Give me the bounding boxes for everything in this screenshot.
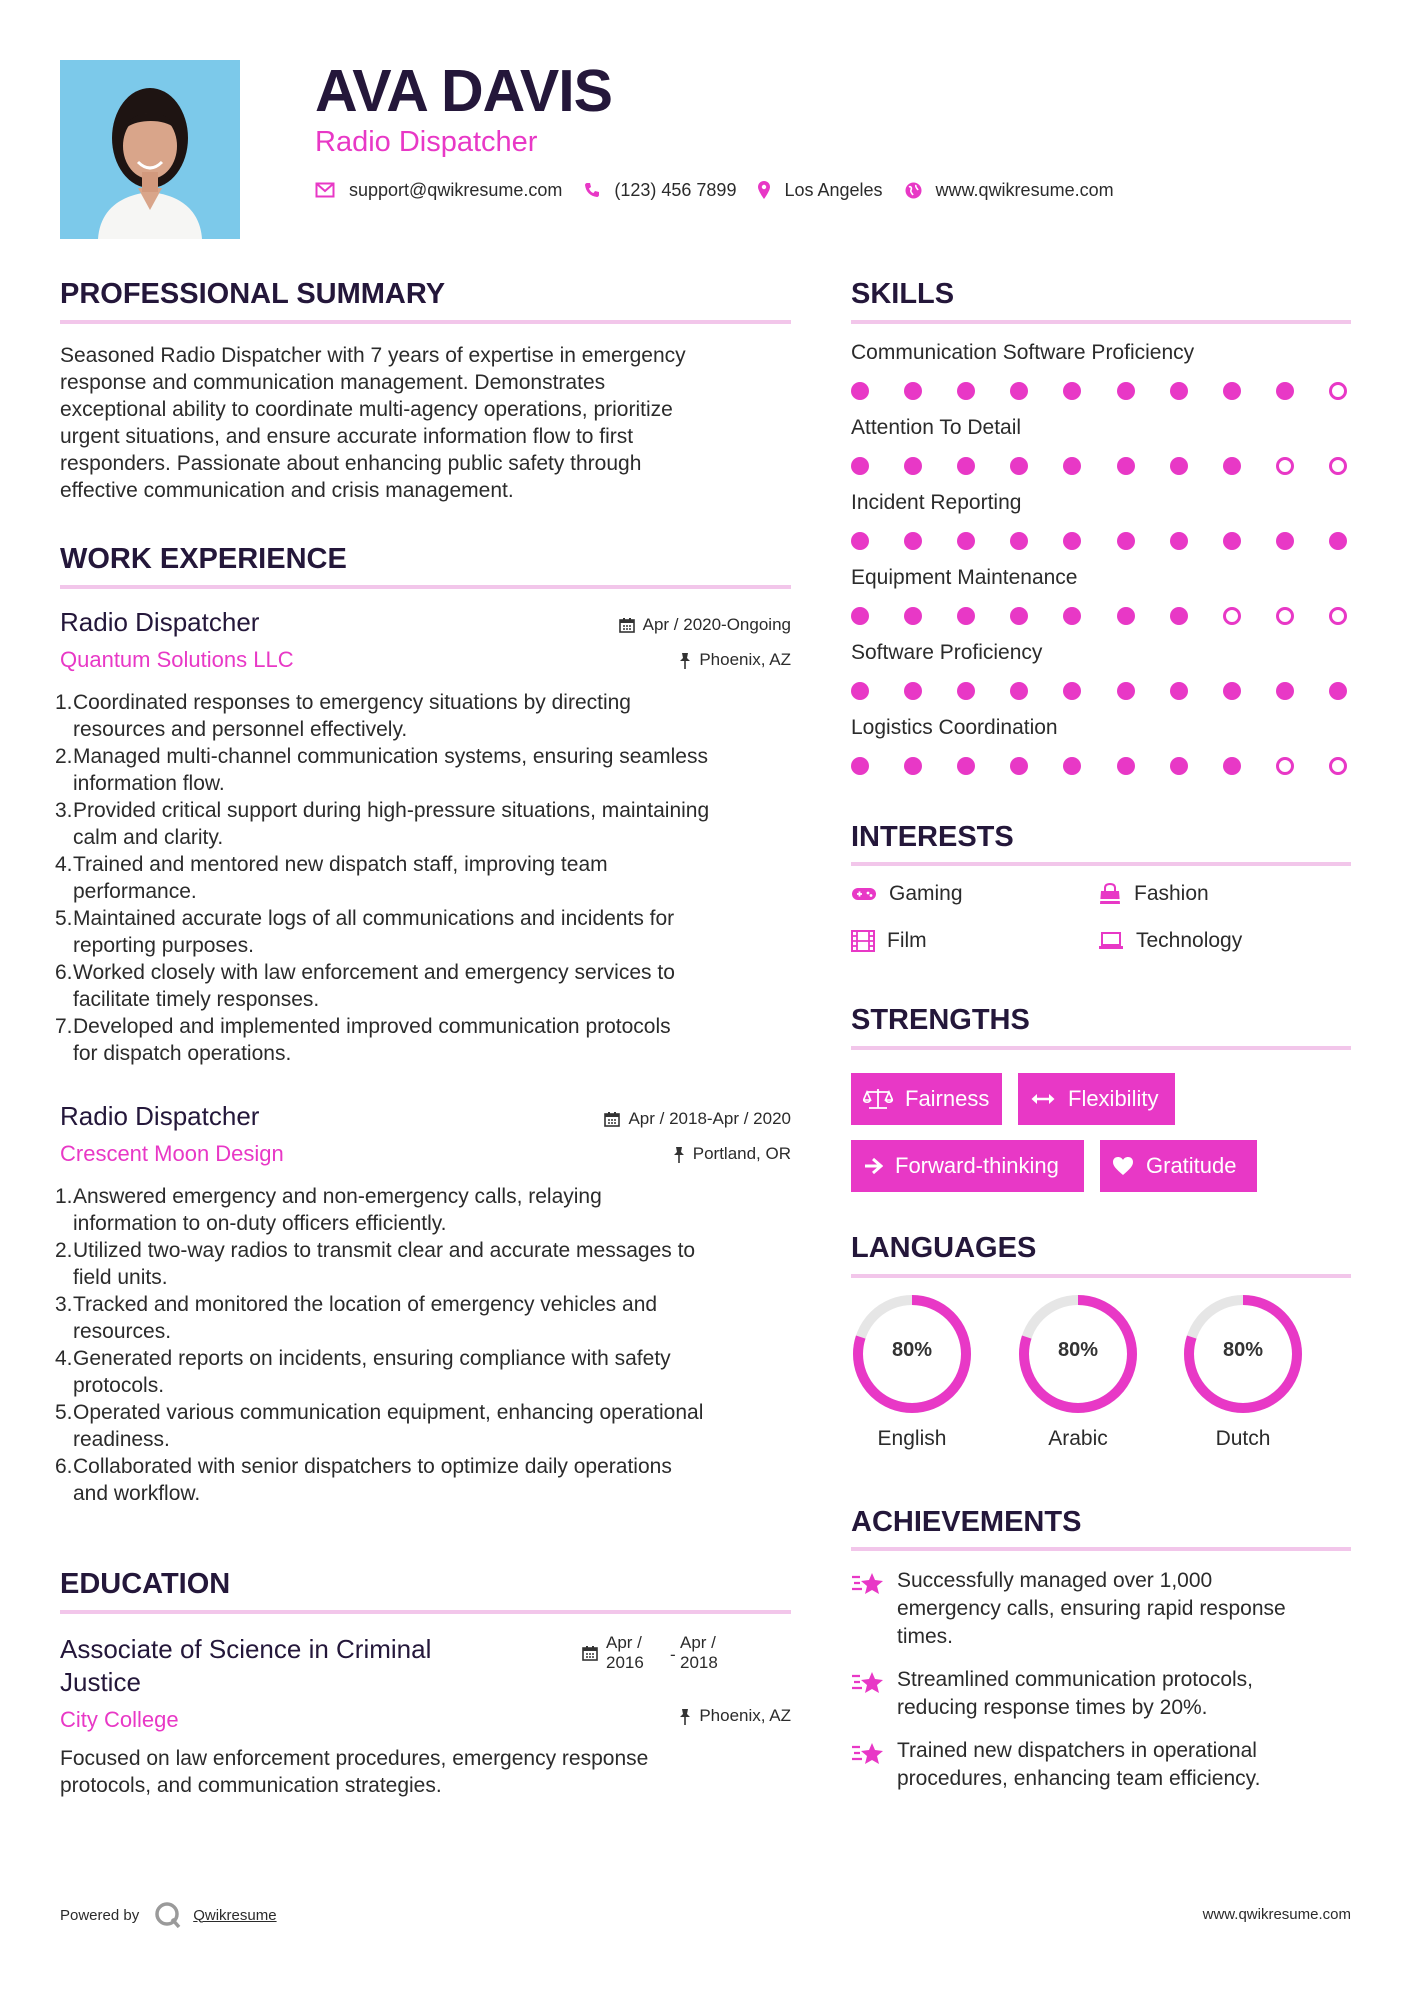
rating-dot-filled (851, 382, 869, 400)
degree-line: Associate of Science in Criminal (60, 1634, 432, 1664)
rating-dot-empty (1276, 757, 1294, 775)
achievement-line: Trained new dispatchers in operational (897, 1739, 1257, 1762)
item-line: information to on-duty officers efficiently. (73, 1212, 447, 1235)
film-icon (851, 930, 875, 952)
list-item (55, 1183, 805, 1237)
globe-icon (905, 182, 922, 199)
description-line: Focused on law enforcement procedures, emergency response (60, 1747, 649, 1770)
language-name: English (877, 1427, 947, 1450)
rating-dot-filled (904, 682, 922, 700)
education-dates (582, 1633, 718, 1673)
strength-label: Gratitude (1146, 1153, 1237, 1178)
item-line: calm and clarity. (73, 826, 224, 849)
strength-tag-gratitude (1100, 1140, 1257, 1192)
achievements-heading: ACHIEVEMENTS (851, 1506, 1082, 1538)
rating-dot-filled (1329, 532, 1347, 550)
achievement-text (897, 1666, 1253, 1722)
profile-photo (60, 60, 240, 239)
calendar-icon (604, 1111, 620, 1127)
experience-heading: WORK EXPERIENCE (60, 543, 347, 575)
rating-dot-filled (851, 607, 869, 625)
candidate-role: Radio Dispatcher (315, 126, 538, 158)
summary-line: effective communication and crisis management. (60, 479, 514, 502)
item-line: Managed multi-channel communication systems, ensuring seamless (73, 745, 708, 768)
skills-divider (851, 320, 1351, 324)
item-number: 5. (55, 1401, 73, 1424)
item-text (73, 1183, 602, 1237)
skill-name: Logistics Coordination (851, 716, 1058, 739)
rating-dot-empty (1276, 607, 1294, 625)
interest-label: Fashion (1134, 882, 1209, 905)
rating-dot-filled (1276, 532, 1294, 550)
rating-dot-filled (957, 757, 975, 775)
job-title: Radio Dispatcher (60, 607, 260, 637)
language-name: Dutch (1215, 1427, 1271, 1450)
list-item (55, 1453, 805, 1507)
item-line: facilitate timely responses. (73, 988, 320, 1011)
language-item (1182, 1293, 1304, 1450)
language-name: Arabic (1048, 1427, 1108, 1450)
item-line: Tracked and monitored the location of emergency vehicles and (73, 1293, 658, 1316)
rating-dot-filled (1223, 457, 1241, 475)
strength-label: Forward-thinking (895, 1153, 1059, 1178)
rating-dot-filled (904, 382, 922, 400)
item-text (73, 1291, 657, 1345)
achievement-line: procedures, enhancing team efficiency. (897, 1767, 1261, 1790)
education-divider (60, 1610, 791, 1614)
item-text (73, 1237, 695, 1291)
item-line: information flow. (73, 772, 225, 795)
rating-dot-filled (851, 532, 869, 550)
rating-dot-filled (957, 532, 975, 550)
item-line: protocols. (73, 1374, 165, 1397)
list-item (55, 1013, 805, 1067)
rating-dot-empty (1329, 457, 1347, 475)
rating-dot-filled (1276, 382, 1294, 400)
job-dates (491, 615, 791, 635)
date-line: 2018 (680, 1653, 718, 1672)
item-line: Trained and mentored new dispatch staff, improving team (73, 853, 608, 876)
strengths-divider (851, 1046, 1351, 1050)
languages-divider (851, 1274, 1351, 1278)
rating-dot-empty (1223, 607, 1241, 625)
rating-dot-filled (1223, 682, 1241, 700)
skill-rating (851, 682, 1351, 702)
item-text (73, 1345, 671, 1399)
arrow-right-icon (863, 1157, 883, 1175)
summary-line: response and communication management. Demonstrates (60, 371, 606, 394)
item-line: Provided critical support during high-pressure situations, maintaining (73, 799, 710, 822)
item-line: and workflow. (73, 1482, 201, 1505)
item-number: 3. (55, 799, 73, 822)
languages-heading: LANGUAGES (851, 1232, 1037, 1264)
skill-rating (851, 382, 1351, 402)
school-name: City College (60, 1707, 179, 1732)
skill-name: Equipment Maintenance (851, 566, 1078, 589)
rating-dot-filled (851, 457, 869, 475)
balance-scale-icon (863, 1088, 893, 1110)
strength-label: Flexibility (1068, 1086, 1159, 1111)
item-number: 6. (55, 961, 73, 984)
contact-bar (315, 176, 1136, 204)
item-text (73, 959, 675, 1013)
rating-dot-filled (1117, 682, 1135, 700)
item-number: 3. (55, 1293, 73, 1316)
item-number: 5. (55, 907, 73, 930)
rating-dot-filled (1117, 382, 1135, 400)
item-line: Generated reports on incidents, ensuring compliance with safety (73, 1347, 671, 1370)
item-number: 4. (55, 1347, 73, 1370)
item-text (73, 1399, 703, 1453)
education-description (60, 1745, 800, 1799)
job-company: Quantum Solutions LLC (60, 647, 294, 672)
location-text: Phoenix, AZ (699, 1706, 791, 1725)
summary-heading: PROFESSIONAL SUMMARY (60, 278, 446, 310)
calendar-icon (582, 1645, 598, 1661)
rating-dot-filled (904, 607, 922, 625)
item-number: 2. (55, 1239, 73, 1262)
list-item (55, 743, 805, 797)
summary-text (60, 342, 800, 504)
laptop-icon (1098, 932, 1124, 950)
location-text: Los Angeles (784, 179, 883, 200)
strengths-heading: STRENGTHS (851, 1004, 1030, 1036)
language-item (851, 1293, 973, 1450)
dates-text: Apr / 2020-Ongoing (642, 615, 791, 634)
footer-url[interactable]: www.qwikresume.com (1202, 1906, 1351, 1923)
rating-dot-filled (1170, 757, 1188, 775)
contact-phone[interactable] (584, 180, 736, 201)
skill-rating (851, 607, 1351, 627)
list-item (55, 1399, 805, 1453)
location-text: Portland, OR (692, 1144, 791, 1163)
strength-tag-flexibility (1018, 1073, 1175, 1125)
date-line: 2016 (606, 1653, 644, 1672)
achievement-item (851, 1737, 1351, 1793)
item-line: Answered emergency and non-emergency calls, relaying (73, 1185, 602, 1208)
rating-dot-filled (1063, 607, 1081, 625)
list-item (55, 1237, 805, 1291)
item-line: Utilized two-way radios to transmit clear and accurate messages to (73, 1239, 696, 1262)
item-line: Collaborated with senior dispatchers to optimize daily operations (73, 1455, 672, 1478)
item-text (73, 797, 709, 851)
item-line: Coordinated responses to emergency situations by directing (73, 691, 631, 714)
pushpin-icon (673, 1146, 685, 1163)
skill-name: Attention To Detail (851, 416, 1022, 439)
rating-dot-filled (1276, 682, 1294, 700)
interests-heading: INTERESTS (851, 821, 1014, 853)
summary-line: urgent situations, and ensure accurate information flow to first (60, 425, 634, 448)
item-line: Developed and implemented improved communication protocols (73, 1015, 671, 1038)
rating-dot-filled (904, 532, 922, 550)
rating-dot-empty (1329, 757, 1347, 775)
summary-line: responders. Passionate about enhancing public safety through (60, 452, 642, 475)
interest-fashion (1098, 882, 1209, 906)
rating-dot-empty (1329, 607, 1347, 625)
item-line: readiness. (73, 1428, 170, 1451)
rating-dot-filled (1170, 457, 1188, 475)
strength-tag-forward-thinking (851, 1140, 1084, 1192)
summary-divider (60, 320, 791, 324)
item-number: 6. (55, 1455, 73, 1478)
interest-label: Film (887, 929, 927, 952)
description-line: protocols, and communication strategies. (60, 1774, 442, 1797)
rating-dot-filled (1063, 457, 1081, 475)
calendar-icon (619, 617, 635, 633)
rating-dot-empty (1329, 382, 1347, 400)
contact-email[interactable] (315, 180, 562, 201)
phone-text: (123) 456 7899 (614, 179, 737, 200)
language-item (1017, 1293, 1139, 1450)
experience-divider (60, 585, 791, 589)
item-line: resources and personnel effectively. (73, 718, 408, 741)
item-line: Operated various communication equipment, enhancing operational (73, 1401, 704, 1424)
item-text (73, 689, 631, 743)
achievements-divider (851, 1547, 1351, 1551)
map-pin-icon (758, 181, 770, 199)
job-location (491, 650, 791, 670)
education-heading: EDUCATION (60, 1568, 231, 1600)
dates-text: Apr / 2018-Apr / 2020 (628, 1109, 791, 1128)
gamepad-icon (851, 886, 877, 902)
rating-dot-filled (1063, 757, 1081, 775)
location-text: Phoenix, AZ (699, 650, 791, 669)
rating-dot-filled (1329, 682, 1347, 700)
shopping-bag-icon (1098, 883, 1122, 905)
email-text: support@qwikresume.com (349, 179, 563, 200)
website-text: www.qwikresume.com (935, 179, 1114, 200)
item-line: performance. (73, 880, 197, 903)
candidate-name: AVA DAVIS (315, 58, 612, 124)
rating-dot-filled (1063, 682, 1081, 700)
arrows-horizontal-icon (1030, 1092, 1056, 1106)
rating-dot-filled (1063, 532, 1081, 550)
interest-film (851, 929, 927, 953)
achievement-line: Streamlined communication protocols, (897, 1668, 1253, 1691)
degree-line: Justice (60, 1667, 141, 1697)
interest-label: Gaming (889, 882, 963, 905)
rating-dot-filled (957, 457, 975, 475)
achievement-line: Successfully managed over 1,000 (897, 1569, 1213, 1592)
rating-dot-filled (904, 757, 922, 775)
achievement-text (897, 1737, 1260, 1793)
language-percent: 80% (891, 1339, 933, 1361)
heart-icon (1112, 1156, 1134, 1176)
skill-name: Communication Software Proficiency (851, 341, 1195, 364)
footer-powered-by (60, 1900, 277, 1930)
rating-dot-filled (1170, 532, 1188, 550)
rating-dot-filled (851, 757, 869, 775)
brand-link[interactable]: Qwikresume (193, 1906, 277, 1924)
rating-dot-filled (1170, 382, 1188, 400)
contact-location (758, 180, 882, 201)
item-line: resources. (73, 1320, 172, 1343)
skill-rating (851, 757, 1351, 777)
date-line: Apr / (680, 1633, 716, 1652)
rating-dot-filled (1223, 757, 1241, 775)
achievement-line: emergency calls, ensuring rapid response (897, 1597, 1286, 1620)
list-item (55, 797, 805, 851)
end-date (680, 1633, 718, 1673)
item-text (73, 905, 674, 959)
rating-dot-filled (957, 682, 975, 700)
rating-dot-filled (1117, 457, 1135, 475)
item-number: 7. (55, 1015, 73, 1038)
rating-dot-filled (1117, 532, 1135, 550)
strength-label: Fairness (905, 1086, 990, 1111)
rating-dot-filled (1010, 682, 1028, 700)
achievement-item (851, 1666, 1351, 1722)
powered-by-text: Powered by (60, 1906, 140, 1924)
date-line: Apr / (606, 1633, 642, 1652)
achievement-line: reducing response times by 20%. (897, 1696, 1208, 1719)
item-line: field units. (73, 1266, 168, 1289)
pushpin-icon (679, 1708, 691, 1725)
job-dates (491, 1109, 791, 1129)
shooting-star-icon (851, 1569, 885, 1597)
item-number: 2. (55, 745, 73, 768)
list-item (55, 1291, 805, 1345)
rating-dot-empty (1276, 457, 1294, 475)
item-text (73, 1453, 672, 1507)
rating-dot-filled (1010, 607, 1028, 625)
item-line: for dispatch operations. (73, 1042, 292, 1065)
degree-title (60, 1633, 500, 1699)
skill-rating (851, 457, 1351, 477)
interest-gaming (851, 882, 963, 906)
rating-dot-filled (957, 607, 975, 625)
shooting-star-icon (851, 1668, 885, 1696)
achievement-item (851, 1567, 1351, 1651)
rating-dot-filled (1063, 382, 1081, 400)
interest-label: Technology (1136, 929, 1243, 952)
skill-name: Incident Reporting (851, 491, 1022, 514)
interest-technology (1098, 929, 1242, 953)
contact-website[interactable] (905, 180, 1114, 201)
start-date (606, 1633, 670, 1673)
item-number: 4. (55, 853, 73, 876)
language-percent: 80% (1057, 1339, 1099, 1361)
date-separator: - (670, 1645, 676, 1664)
summary-line: Seasoned Radio Dispatcher with 7 years of expertise in emergency (60, 344, 686, 367)
item-text (73, 1013, 671, 1067)
summary-line: exceptional ability to coordinate multi-agency operations, prioritize (60, 398, 673, 421)
item-text (73, 851, 608, 905)
item-text (73, 743, 708, 797)
rating-dot-filled (1010, 532, 1028, 550)
rating-dot-filled (1170, 607, 1188, 625)
list-item (55, 959, 805, 1013)
skills-heading: SKILLS (851, 278, 955, 310)
list-item (55, 905, 805, 959)
job-duties (55, 689, 805, 1067)
list-item (55, 851, 805, 905)
shooting-star-icon (851, 1739, 885, 1767)
item-number: 1. (55, 691, 73, 714)
item-line: reporting purposes. (73, 934, 254, 957)
achievement-line: times. (897, 1625, 954, 1648)
rating-dot-filled (1010, 757, 1028, 775)
item-number: 1. (55, 1185, 73, 1208)
pushpin-icon (679, 652, 691, 669)
job-duties (55, 1183, 805, 1507)
rating-dot-filled (1117, 607, 1135, 625)
interests-divider (851, 862, 1351, 866)
rating-dot-filled (1170, 682, 1188, 700)
strength-tag-fairness (851, 1073, 1002, 1125)
phone-icon (584, 182, 600, 198)
job-location (491, 1144, 791, 1164)
list-item (55, 689, 805, 743)
achievement-text (897, 1567, 1286, 1651)
list-item (55, 1345, 805, 1399)
skill-rating (851, 532, 1351, 552)
rating-dot-filled (1223, 532, 1241, 550)
job-company: Crescent Moon Design (60, 1141, 284, 1166)
rating-dot-filled (1223, 382, 1241, 400)
skill-name: Software Proficiency (851, 641, 1043, 664)
job-title: Radio Dispatcher (60, 1101, 260, 1131)
rating-dot-filled (1010, 457, 1028, 475)
language-percent: 80% (1222, 1339, 1264, 1361)
rating-dot-filled (1117, 757, 1135, 775)
rating-dot-filled (957, 382, 975, 400)
rating-dot-filled (1010, 382, 1028, 400)
item-line: Worked closely with law enforcement and emergency services to (73, 961, 675, 984)
item-line: Maintained accurate logs of all communications and incidents for (73, 907, 675, 930)
qwikresume-logo-icon (153, 1900, 183, 1930)
education-location (491, 1706, 791, 1726)
rating-dot-filled (851, 682, 869, 700)
envelope-icon (315, 182, 335, 198)
rating-dot-filled (904, 457, 922, 475)
